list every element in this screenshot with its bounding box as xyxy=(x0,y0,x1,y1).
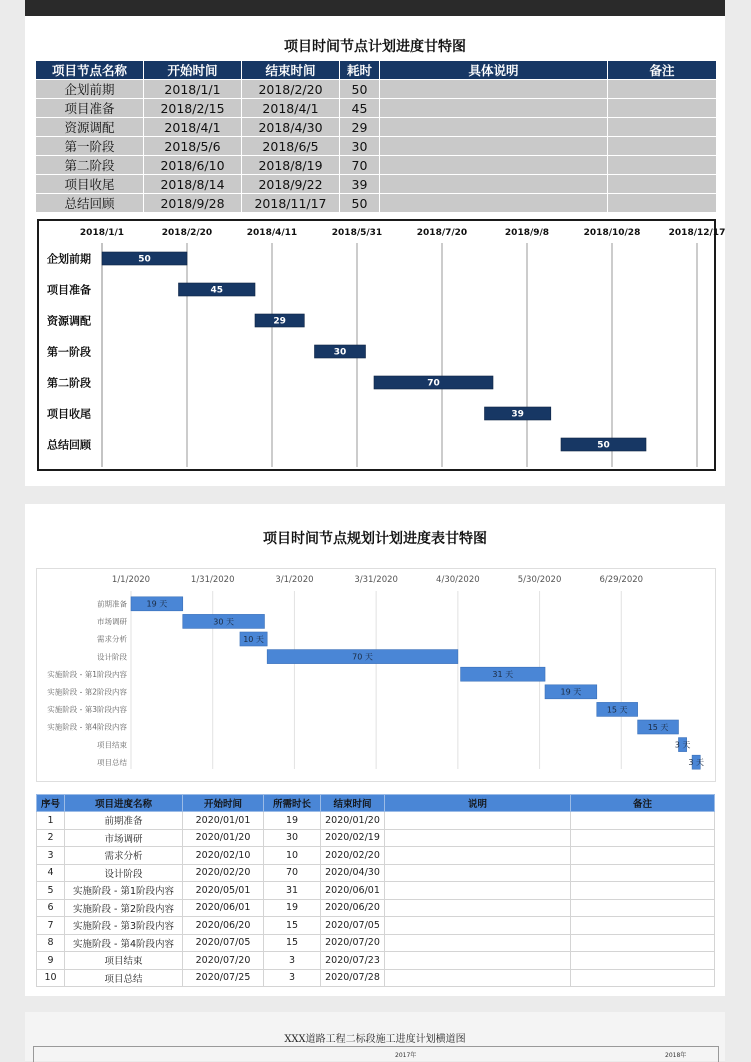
table-cell: 10 xyxy=(37,969,65,987)
table-cell xyxy=(385,847,571,865)
table-row xyxy=(37,847,715,865)
bar-data-label: 10 天 xyxy=(243,634,264,644)
table-row xyxy=(37,829,715,847)
table-cell: 2020/07/28 xyxy=(321,969,385,987)
x-tick-label: 3/31/2020 xyxy=(354,575,398,585)
table-cell xyxy=(385,969,571,987)
table-cell: 19 xyxy=(264,812,321,830)
column-header: 序号 xyxy=(37,795,65,812)
bar-data-label: 19 天 xyxy=(146,599,168,609)
column-header: 开始时间 xyxy=(144,61,242,80)
table-cell: 30 xyxy=(340,137,380,156)
table-cell: 50 xyxy=(340,80,380,99)
table-header-row xyxy=(36,61,717,80)
table-cell: 2020/07/05 xyxy=(321,917,385,935)
table-cell: 第二阶段 xyxy=(36,156,144,175)
table-row xyxy=(37,952,715,970)
table-cell: 70 xyxy=(264,864,321,882)
table-cell: 2020/02/20 xyxy=(183,864,264,882)
table-cell: 7 xyxy=(37,917,65,935)
table-cell: 2020/07/25 xyxy=(183,969,264,987)
bar-data-label: 30 天 xyxy=(213,617,234,627)
table-cell xyxy=(608,80,717,99)
table-cell: 2 xyxy=(37,829,65,847)
bar-data-label: 39 xyxy=(511,409,524,420)
table-cell xyxy=(380,118,608,137)
task-label: 实施阶段 - 第2阶段内容 xyxy=(47,687,127,697)
table-cell xyxy=(380,80,608,99)
table-cell: 2020/04/30 xyxy=(321,864,385,882)
task-label: 需求分析 xyxy=(97,634,127,644)
table-cell xyxy=(385,899,571,917)
table-cell xyxy=(608,99,717,118)
column-header: 项目节点名称 xyxy=(36,61,144,80)
table-row xyxy=(37,934,715,952)
table-row xyxy=(36,156,717,175)
bar-data-label: 70 天 xyxy=(352,652,373,662)
table-cell: 2018/9/22 xyxy=(242,175,340,194)
task-label: 总结回顾 xyxy=(47,438,91,452)
table-cell: 2018/4/1 xyxy=(242,99,340,118)
table-header-row xyxy=(37,795,715,812)
column-header: 具体说明 xyxy=(380,61,608,80)
x-tick-label: 5/30/2020 xyxy=(517,575,562,585)
table-cell: 45 xyxy=(340,99,380,118)
table-cell: 实施阶段 - 第4阶段内容 xyxy=(65,934,183,952)
table-cell xyxy=(608,137,717,156)
x-tick-label: 1/31/2020 xyxy=(190,575,235,585)
column-header: 开始时间 xyxy=(183,795,264,812)
bar-data-label: 29 xyxy=(273,316,286,327)
table-cell: 2018/11/17 xyxy=(242,194,340,213)
gantt-panel-2 xyxy=(25,504,725,996)
table-cell: 项目准备 xyxy=(36,99,144,118)
column-header: 所需时长 xyxy=(264,795,321,812)
table-cell: 15 xyxy=(264,934,321,952)
table-cell: 6 xyxy=(37,899,65,917)
table-cell: 2020/07/23 xyxy=(321,952,385,970)
table-cell: 2018/2/20 xyxy=(242,80,340,99)
x-tick-label: 1/1/2020 xyxy=(111,575,151,585)
table-row xyxy=(36,118,717,137)
table-cell: 70 xyxy=(340,156,380,175)
column-header: 备注 xyxy=(571,795,715,812)
x-tick-label: 2018/10/28 xyxy=(583,228,641,238)
table-cell: 3 xyxy=(37,847,65,865)
table-cell: 项目结束 xyxy=(65,952,183,970)
bar-data-label: 3 天 xyxy=(674,740,691,750)
column-header: 结束时间 xyxy=(242,61,340,80)
task-label: 项目结束 xyxy=(97,740,127,750)
x-tick-label: 3/1/2020 xyxy=(275,575,314,585)
table-cell xyxy=(380,137,608,156)
bar-data-label: 3 天 xyxy=(688,758,705,768)
table-cell xyxy=(385,934,571,952)
bar-data-label: 19 天 xyxy=(560,687,582,697)
column-header: 结束时间 xyxy=(321,795,385,812)
table-cell: 5 xyxy=(37,882,65,900)
table-row xyxy=(37,812,715,830)
column-header: 备注 xyxy=(608,61,717,80)
table-cell xyxy=(571,934,715,952)
table-cell xyxy=(608,156,717,175)
table-cell: 2018/4/1 xyxy=(144,118,242,137)
table-cell: 30 xyxy=(264,829,321,847)
table-cell: 2020/07/20 xyxy=(183,952,264,970)
bar-data-label: 50 xyxy=(138,254,151,265)
table-cell xyxy=(571,969,715,987)
table-row xyxy=(36,137,717,156)
table-cell xyxy=(571,917,715,935)
bar-data-label: 15 天 xyxy=(606,705,628,715)
table-cell xyxy=(380,99,608,118)
table-cell: 2020/07/05 xyxy=(183,934,264,952)
column-header: 说明 xyxy=(385,795,571,812)
task-label: 设计阶段 xyxy=(97,652,127,662)
bar-chart-grid xyxy=(33,1046,719,1062)
table-cell: 项目总结 xyxy=(65,969,183,987)
x-tick-label: 2018/5/31 xyxy=(331,228,383,238)
table-cell: 2020/02/19 xyxy=(321,829,385,847)
task-label: 前期准备 xyxy=(97,599,127,609)
table-cell: 4 xyxy=(37,864,65,882)
table-cell xyxy=(385,829,571,847)
table-cell xyxy=(571,882,715,900)
table-cell xyxy=(385,917,571,935)
chart-title-3: XXX道路工程二标段施工进度计划横道图 xyxy=(284,1034,466,1045)
table-cell: 2020/06/20 xyxy=(183,917,264,935)
table-cell: 2020/01/20 xyxy=(183,829,264,847)
table-cell: 需求分析 xyxy=(65,847,183,865)
x-tick-label: 2018/12/17 xyxy=(668,228,726,238)
table-cell xyxy=(380,156,608,175)
gantt-panel-3 xyxy=(25,1012,725,1061)
table-cell: 29 xyxy=(340,118,380,137)
table-cell xyxy=(385,952,571,970)
table-cell xyxy=(571,864,715,882)
bar-data-label: 70 xyxy=(427,378,440,389)
task-label: 实施阶段 - 第3阶段内容 xyxy=(47,705,127,715)
bar-data-label: 45 xyxy=(210,285,224,296)
task-label: 第一阶段 xyxy=(47,345,91,359)
bar-data-label: 15 天 xyxy=(647,722,669,732)
task-label: 项目准备 xyxy=(47,283,91,297)
task-label: 项目收尾 xyxy=(47,407,91,421)
table-cell: 2018/6/5 xyxy=(242,137,340,156)
table-cell: 2018/2/15 xyxy=(144,99,242,118)
table-cell: 2018/8/14 xyxy=(144,175,242,194)
gantt-chart-2 xyxy=(36,568,716,782)
table-cell xyxy=(571,899,715,917)
table-cell xyxy=(571,829,715,847)
table-cell: 市场调研 xyxy=(65,829,183,847)
table-cell xyxy=(571,847,715,865)
x-tick-label: 2018/7/20 xyxy=(416,228,468,238)
table-cell xyxy=(385,864,571,882)
chart-title-2: 项目时间节点规划计划进度表甘特图 xyxy=(263,531,487,547)
table-cell: 总结回顾 xyxy=(36,194,144,213)
table-cell xyxy=(385,812,571,830)
table-row xyxy=(37,899,715,917)
schedule-table-2 xyxy=(36,794,715,987)
table-cell: 9 xyxy=(37,952,65,970)
gantt-panel-1 xyxy=(25,0,725,486)
table-cell: 2018/8/19 xyxy=(242,156,340,175)
table-cell: 2020/07/20 xyxy=(321,934,385,952)
year-label: 2017年 xyxy=(395,1052,417,1059)
table-cell xyxy=(608,194,717,213)
table-cell xyxy=(380,194,608,213)
task-label: 资源调配 xyxy=(47,314,91,328)
table-cell: 2020/01/20 xyxy=(321,812,385,830)
chart-title-1: 项目时间节点计划进度甘特图 xyxy=(284,39,466,55)
x-tick-label: 2018/2/20 xyxy=(161,228,213,238)
table-row xyxy=(37,864,715,882)
table-row xyxy=(37,969,715,987)
schedule-table-1 xyxy=(35,60,717,213)
table-cell: 设计阶段 xyxy=(65,864,183,882)
table-cell: 2020/05/01 xyxy=(183,882,264,900)
gantt-chart-2-svg xyxy=(37,569,715,781)
table-cell: 实施阶段 - 第1阶段内容 xyxy=(65,882,183,900)
table-cell: 1 xyxy=(37,812,65,830)
table-cell: 实施阶段 - 第2阶段内容 xyxy=(65,899,183,917)
table-cell: 50 xyxy=(340,194,380,213)
table-cell: 10 xyxy=(264,847,321,865)
task-label: 实施阶段 - 第4阶段内容 xyxy=(47,722,127,732)
table-cell xyxy=(608,118,717,137)
task-label: 市场调研 xyxy=(97,617,127,627)
table-cell xyxy=(385,882,571,900)
table-cell: 2018/6/10 xyxy=(144,156,242,175)
table-row xyxy=(36,80,717,99)
table-cell: 2020/02/20 xyxy=(321,847,385,865)
table-cell: 3 xyxy=(264,969,321,987)
column-header: 项目进度名称 xyxy=(65,795,183,812)
task-label: 实施阶段 - 第1阶段内容 xyxy=(47,669,127,679)
bar-data-label: 50 xyxy=(597,440,610,451)
table-cell: 项目收尾 xyxy=(36,175,144,194)
table-row xyxy=(37,882,715,900)
table-cell: 8 xyxy=(37,934,65,952)
table-row xyxy=(37,917,715,935)
table-cell: 3 xyxy=(264,952,321,970)
table-cell: 19 xyxy=(264,899,321,917)
table-cell: 39 xyxy=(340,175,380,194)
table-cell: 2018/5/6 xyxy=(144,137,242,156)
x-tick-label: 2018/1/1 xyxy=(79,228,125,238)
table-cell: 2018/1/1 xyxy=(144,80,242,99)
table-cell: 31 xyxy=(264,882,321,900)
task-label: 第二阶段 xyxy=(47,376,91,390)
bar-data-label: 30 xyxy=(333,347,347,358)
task-label: 项目总结 xyxy=(97,757,127,767)
table-cell: 2020/06/01 xyxy=(183,899,264,917)
table-cell: 15 xyxy=(264,917,321,935)
x-tick-label: 6/29/2020 xyxy=(599,575,644,585)
table-cell: 2020/01/01 xyxy=(183,812,264,830)
table-cell xyxy=(380,175,608,194)
gantt-chart-1 xyxy=(37,219,726,471)
table-cell xyxy=(608,175,717,194)
year-label: 2018年 xyxy=(665,1052,687,1059)
table-cell: 2020/06/01 xyxy=(321,882,385,900)
table-cell: 第一阶段 xyxy=(36,137,144,156)
table-row xyxy=(36,175,717,194)
task-label: 企划前期 xyxy=(47,252,91,266)
x-tick-label: 2018/4/11 xyxy=(246,228,298,238)
table-cell: 2018/9/28 xyxy=(144,194,242,213)
table-cell xyxy=(571,812,715,830)
table-row xyxy=(36,99,717,118)
table-cell: 2020/02/10 xyxy=(183,847,264,865)
table-cell: 资源调配 xyxy=(36,118,144,137)
table-cell xyxy=(571,952,715,970)
x-tick-label: 2018/9/8 xyxy=(504,228,550,238)
table-cell: 2018/4/30 xyxy=(242,118,340,137)
bar-data-label: 31 天 xyxy=(492,670,514,680)
table-cell: 2020/06/20 xyxy=(321,899,385,917)
table-cell: 企划前期 xyxy=(36,80,144,99)
table-row xyxy=(36,194,717,213)
table-cell: 实施阶段 - 第3阶段内容 xyxy=(65,917,183,935)
x-tick-label: 4/30/2020 xyxy=(436,575,480,585)
gantt-chart-1-svg xyxy=(39,221,726,469)
column-header: 耗时 xyxy=(340,61,380,80)
table-cell: 前期准备 xyxy=(65,812,183,830)
